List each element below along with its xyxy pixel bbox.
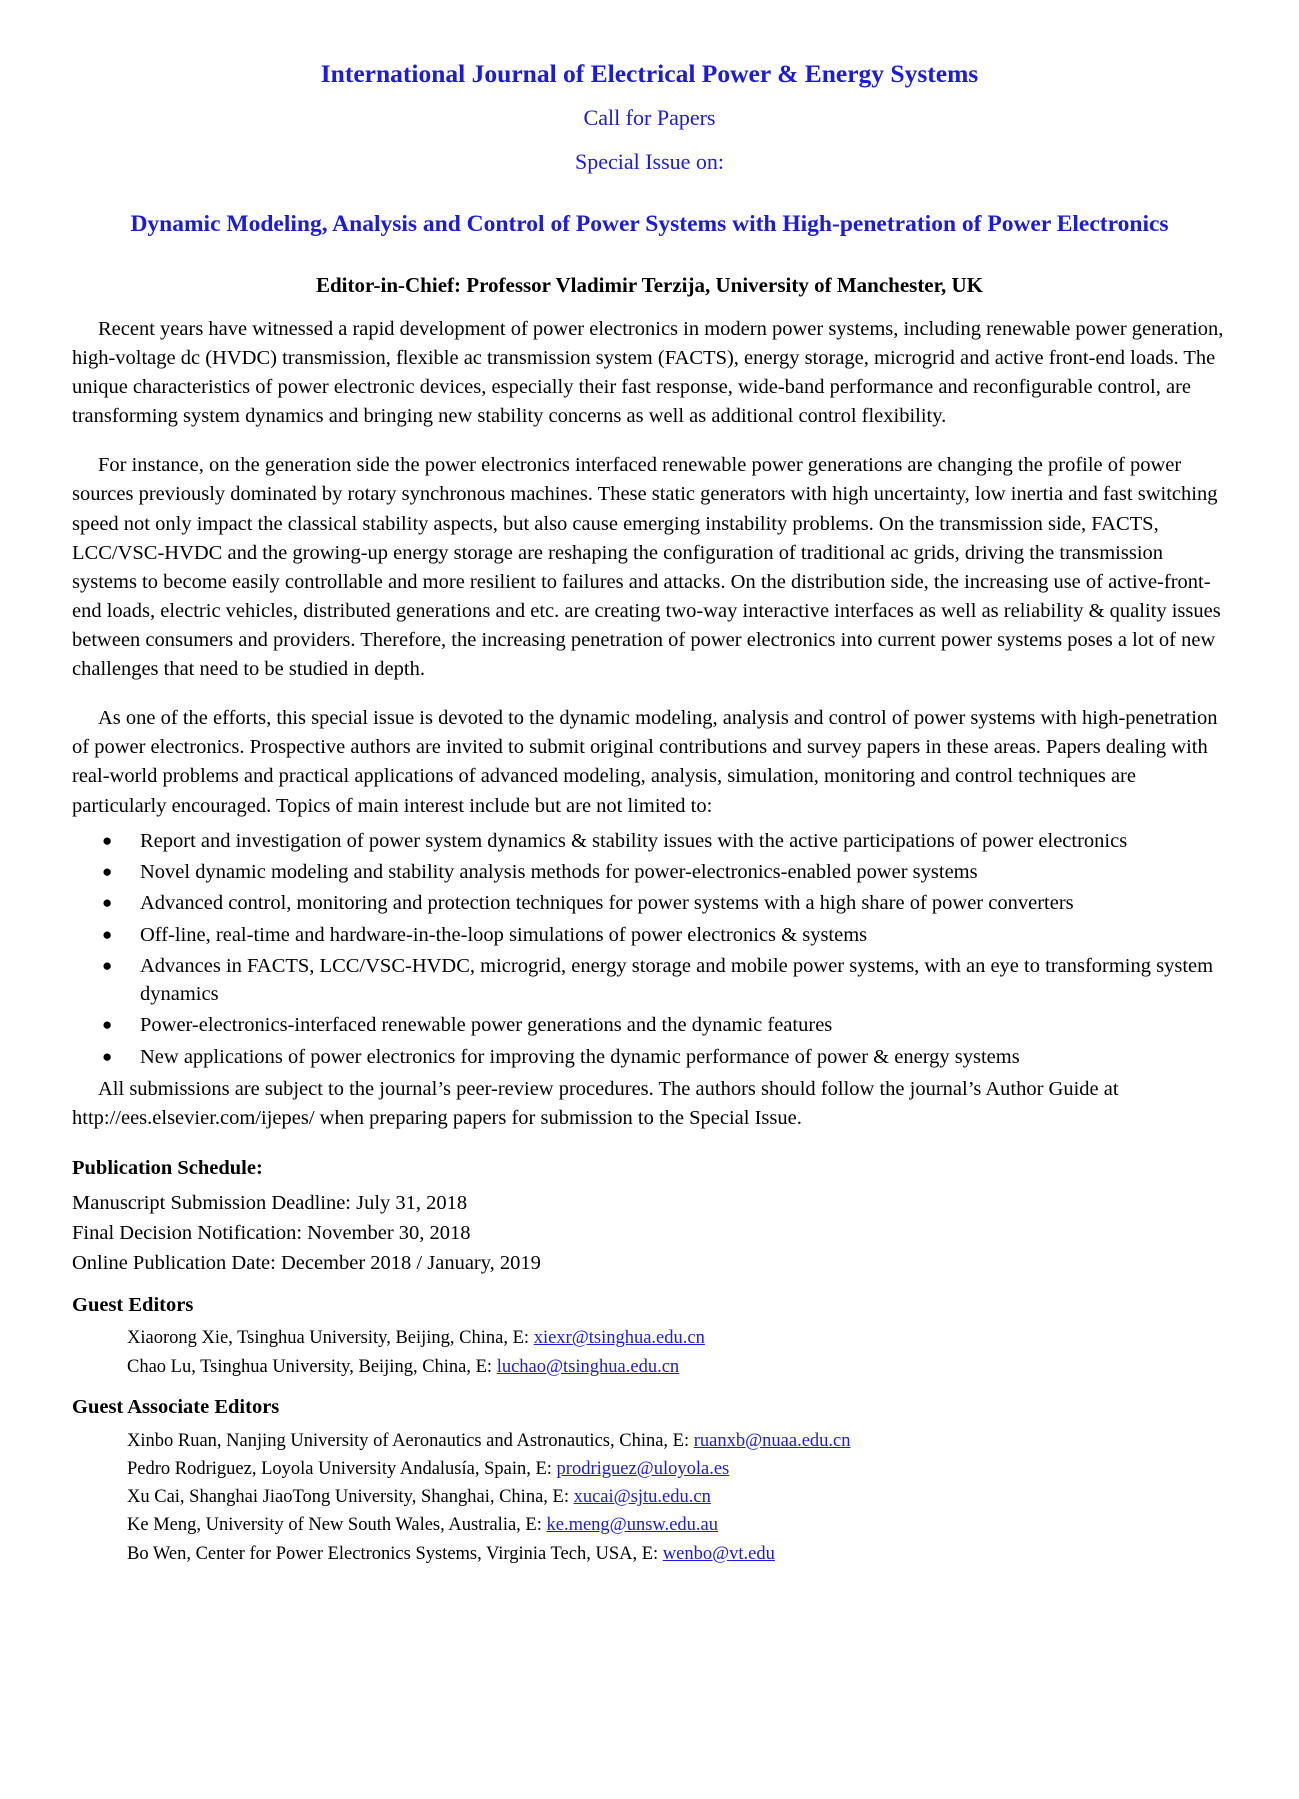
schedule-line-decision: Final Decision Notification: November 30, 2018	[72, 1222, 471, 1245]
bullet-icon: ●	[102, 861, 113, 881]
guest-associate-editor-email-link[interactable]: xucai@sjtu.edu.cn	[573, 1487, 711, 1508]
guest-associate-editor-info: Xinbo Ruan, Nanjing University of Aeronautics and Astronautics, China, E:	[127, 1430, 694, 1451]
list-item	[72, 889, 1227, 917]
intro-paragraph-3: As one of the efforts, this special issue is devoted to the dynamic modeling, analysis and control of power systems with high-penetration of power electronics. Prospective authors are invited to submit original contributions and survey papers in these areas. Papers dealing with real-world problems and practical applications of advanced modeling, analysis, simulation, monitoring and control techniques are particularly encouraged. Topics of main interest include but are not limited to:	[72, 707, 1218, 817]
list-item	[72, 827, 1227, 855]
guest-associate-editor-info: Ke Meng, University of New South Wales, Australia, E:	[127, 1515, 547, 1536]
guest-editor-entry	[72, 1354, 1227, 1380]
call-for-papers-label: Call for Papers	[583, 104, 716, 130]
guest-editors-heading: Guest Editors	[72, 1293, 194, 1316]
list-item-label: Novel dynamic modeling and stability analysis methods for power-electronics-enabled power systems	[140, 860, 978, 883]
guest-associate-editor-email-link[interactable]: ruanxb@nuaa.edu.cn	[693, 1430, 851, 1451]
guest-editor-info: Chao Lu, Tsinghua University, Beijing, China, E:	[127, 1356, 497, 1377]
list-item	[72, 1043, 1227, 1071]
publication-schedule-heading: Publication Schedule:	[72, 1157, 263, 1180]
list-item	[72, 858, 1227, 886]
guest-editor-email-link[interactable]: luchao@tsinghua.edu.cn	[496, 1356, 680, 1377]
list-item-label: Report and investigation of power system dynamics & stability issues with the active participations of power electronics	[140, 829, 1128, 852]
guest-associate-editor-entry	[72, 1512, 1227, 1538]
guest-editor-entry	[72, 1325, 1227, 1351]
bullet-icon: ●	[102, 893, 113, 913]
guest-associate-editor-info: Pedro Rodriguez, Loyola University Andalusía, Spain, E:	[127, 1458, 557, 1479]
list-item	[72, 921, 1227, 949]
bullet-icon: ●	[102, 1015, 113, 1035]
guest-associate-editor-info: Bo Wen, Center for Power Electronics Systems, Virginia Tech, USA, E:	[127, 1543, 663, 1564]
bullet-icon: ●	[102, 924, 113, 944]
list-item-label: Power-electronics-interfaced renewable power generations and the dynamic features	[140, 1014, 833, 1037]
editor-in-chief-line: Editor-in-Chief: Professor Vladimir Terzija, University of Manchester, UK	[315, 272, 984, 297]
list-item-label: Advanced control, monitoring and protection techniques for power systems with a high share of power converters	[140, 892, 1074, 915]
list-item	[72, 1011, 1227, 1039]
guest-associate-editor-email-link[interactable]: prodriguez@uloyola.es	[556, 1458, 730, 1479]
submission-note: All submissions are subject to the journal’s peer-review procedures. The authors should follow the journal’s Author Guide at http://ees.elsevier.com/ijepes/ when preparing papers for submission to the Special Issue.	[72, 1077, 1119, 1130]
schedule-line-submission: Manuscript Submission Deadline: July 31, 2018	[72, 1191, 468, 1214]
guest-editor-info: Xiaorong Xie, Tsinghua University, Beijing, China, E:	[127, 1328, 534, 1349]
special-issue-title: Dynamic Modeling, Analysis and Control of Power Systems with High-penetration of Power Electronics	[130, 211, 1169, 238]
list-item-label: Advances in FACTS, LCC/VSC-HVDC, microgrid, energy storage and mobile power systems, with an eye to transforming system dynamics	[140, 954, 1214, 1006]
guest-associate-editor-info: Xu Cai, Shanghai JiaoTong University, Shanghai, China, E:	[127, 1487, 574, 1508]
guest-associate-editor-email-link[interactable]: ke.meng@unsw.edu.au	[546, 1515, 719, 1536]
bullet-icon: ●	[102, 1046, 113, 1066]
guest-associate-editors-heading: Guest Associate Editors	[72, 1395, 280, 1418]
list-item-label: New applications of power electronics for improving the dynamic performance of power & energy systems	[140, 1045, 1020, 1068]
special-issue-on-label: Special Issue on:	[574, 149, 725, 175]
guest-associate-editor-email-link[interactable]: wenbo@vt.edu	[662, 1543, 775, 1564]
intro-paragraph-2: For instance, on the generation side the power electronics interfaced renewable power generations are changing the profile of power sources previously dominated by rotary synchronous machines. These static generators with high uncertainty, low inertia and fast switching speed not only impact the classical stability aspects, but also cause emerging instability problems. On the transmission side, FACTS, LCC/VSC-HVDC and the growing-up energy storage are reshaping the configuration of traditional ac grids, driving the transmission systems to become easily controllable and more resilient to failures and attacks. On the distribution side, the increasing use of active-front-end loads, electric vehicles, distributed generations and etc. are creating two-way interactive interfaces as well as reliability & quality issues between consumers and providers. Therefore, the increasing penetration of power electronics into current power systems poses a lot of new challenges that need to be studied in depth.	[72, 454, 1221, 681]
guest-associate-editor-entry	[72, 1456, 1227, 1482]
topics-list	[72, 827, 1227, 1071]
list-item-label: Off-line, real-time and hardware-in-the-loop simulations of power electronics & systems	[140, 923, 868, 946]
schedule-line-publication: Online Publication Date: December 2018 / January, 2019	[72, 1252, 541, 1275]
journal-title: International Journal of Electrical Power & Energy Systems	[320, 59, 979, 88]
guest-associate-editor-entry	[72, 1428, 1227, 1454]
guest-associate-editor-entry	[72, 1484, 1227, 1510]
list-item	[72, 952, 1227, 1009]
bullet-icon: ●	[102, 955, 113, 975]
guest-associate-editor-entry	[72, 1541, 1227, 1567]
bullet-icon: ●	[102, 830, 113, 850]
intro-paragraph-1: Recent years have witnessed a rapid development of power electronics in modern power systems, including renewable power generation, high-voltage dc (HVDC) transmission, flexible ac transmission system (FACTS), energy storage, microgrid and active front-end loads. The unique characteristics of power electronic devices, especially their fast response, wide-band performance and reconfigurable control, are transforming system dynamics and bringing new stability concerns as well as additional control flexibility.	[72, 317, 1224, 428]
guest-editor-email-link[interactable]: xiexr@tsinghua.edu.cn	[533, 1328, 705, 1349]
